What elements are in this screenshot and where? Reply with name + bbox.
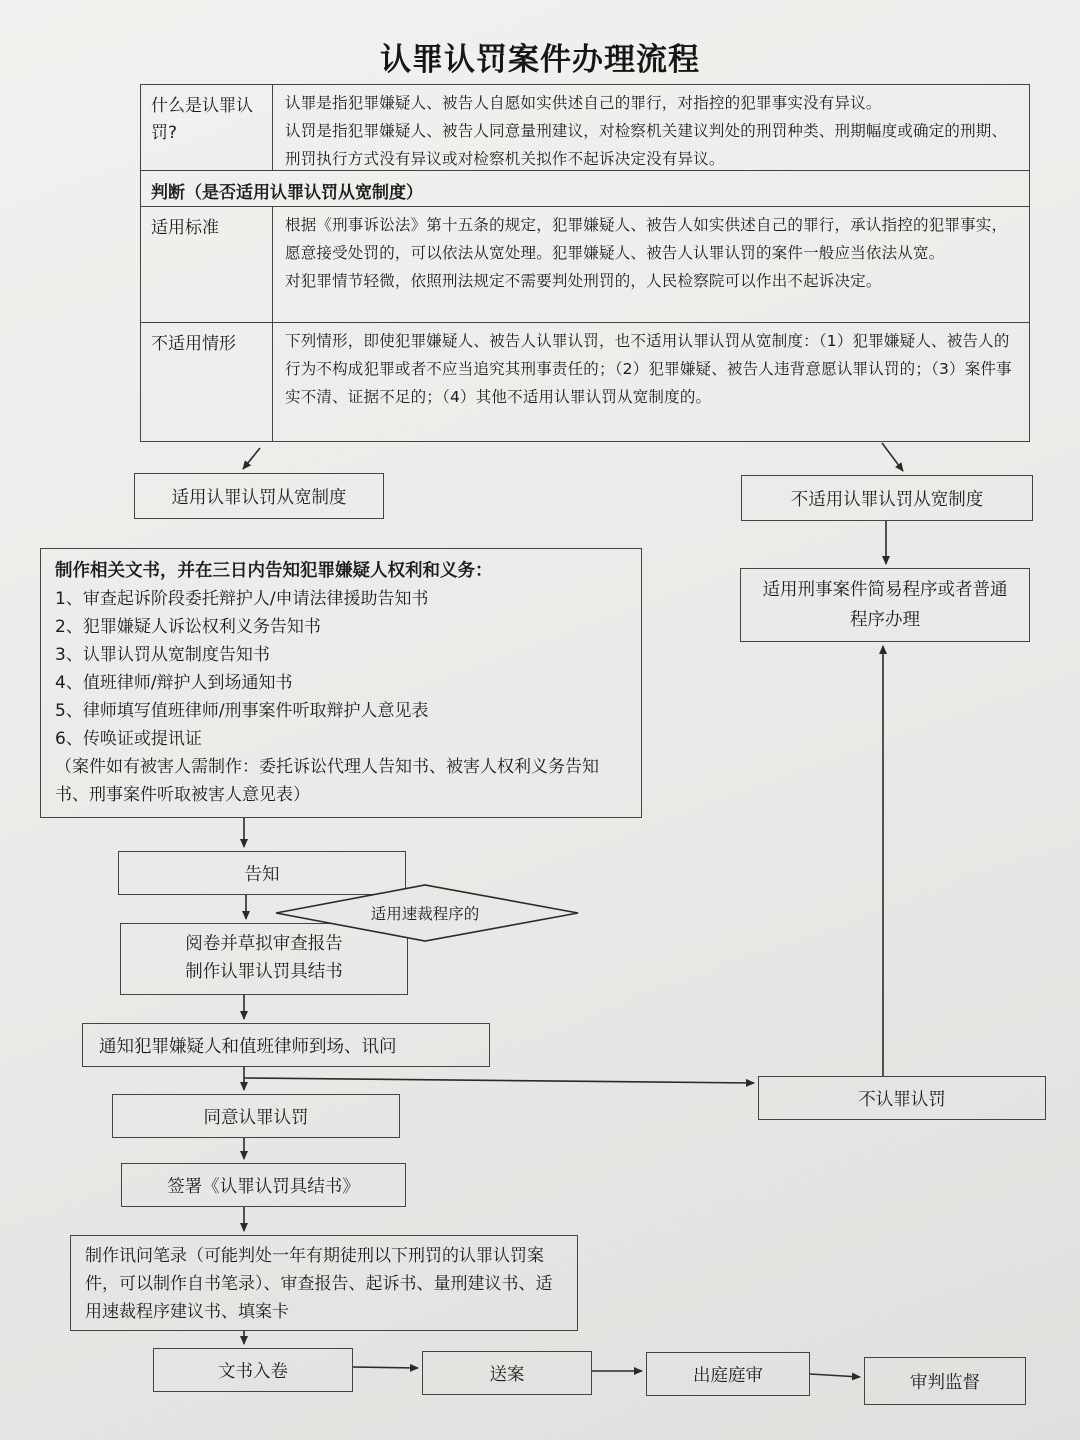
arrow-to-disagree xyxy=(244,1078,754,1083)
box-file: 文书入卷 xyxy=(153,1348,353,1392)
text-what-accept: 认罚是指犯罪嫌疑人、被告人同意量刑建议，对检察机关建议判处的刑罚种类、刑期幅度或确定的刑期、刑罚执行方式没有异议或对检察机关拟作不起诉决定没有异议。 xyxy=(285,122,1008,168)
judge-heading: 判断（是否适用认罪认罚从宽制度） xyxy=(151,183,423,203)
label-what: 什么是认罪认罚? xyxy=(141,85,273,170)
box-summon: 通知犯罪嫌疑人和值班律师到场、讯问 xyxy=(82,1023,490,1067)
text-applicable-rule: 根据《刑事诉讼法》第十五条的规定，犯罪嫌疑人、被告人如实供述自己的罪行，承认指控的犯罪事实，愿意接受处罚的，可以依法从宽处理。犯罪嫌疑人、被告人认罪认罚的案件一般应当依法从宽。 xyxy=(285,216,1008,262)
review-line-1: 阅卷并草拟审查报告 xyxy=(185,934,343,954)
box-sign: 签署《认罪认罚具结书》 xyxy=(121,1163,406,1207)
diamond-speedy-label: 适用速裁程序的 xyxy=(370,905,480,923)
documents-item-6: 6、传唤证或提讯证 xyxy=(55,729,202,749)
text-inapplicable-cases: 下列情形，即使犯罪嫌疑人、被告人认罪认罚，也不适用认罪认罚从宽制度：（1）犯罪嫌疑人、被告人的行为不构成犯罪或者不应当追究其刑事责任的；（2）犯罪嫌疑、被告人违背意愿认罪认罚的；（3）案件事实不清、证据不足的；（4）其他不适用认罪认罚从宽制度的。 xyxy=(285,332,1012,406)
box-not-apply: 不适用认罪认罚从宽制度 xyxy=(741,475,1033,521)
box-send: 送案 xyxy=(422,1351,592,1395)
documents-heading: 制作相关文书，并在三日内告知犯罪嫌疑人权利和义务： xyxy=(55,561,493,581)
arrow-to-apply xyxy=(243,448,260,469)
documents-note: （案件如有被害人需制作：委托诉讼代理人告知书、被害人权利义务告知书、刑事案件听取被害人意见表） xyxy=(55,757,599,805)
text-applicable-nonprosecution: 对犯罪情节轻微，依照刑法规定不需要判处刑罚的，人民检察院可以作出不起诉决定。 xyxy=(285,272,882,290)
arrow-to-not-apply xyxy=(882,443,903,471)
box-supervise: 审判监督 xyxy=(864,1357,1026,1405)
box-notify: 告知 xyxy=(118,851,406,895)
box-records: 制作讯问笔录（可能判处一年有期徒刑以下刑罚的认罪认罚案件，可以制作自书笔录）、审查报告、起诉书、量刑建议书、适用速裁程序建议书、填案卡 xyxy=(70,1235,578,1331)
box-agree: 同意认罪认罚 xyxy=(112,1094,400,1138)
arrow-to-send xyxy=(353,1367,418,1368)
label-applicable: 适用标准 xyxy=(141,207,273,322)
text-what-admit: 认罪是指犯罪嫌疑人、被告人自愿如实供述自己的罪行，对指控的犯罪事实没有异议。 xyxy=(285,94,882,112)
review-line-2: 制作认罪认罚具结书 xyxy=(185,962,343,982)
label-inapplicable: 不适用情形 xyxy=(141,323,273,441)
page-title: 认罪认罚案件办理流程 xyxy=(380,42,700,78)
documents-item-4: 4、值班律师/辩护人到场通知书 xyxy=(55,673,293,693)
box-apply: 适用认罪认罚从宽制度 xyxy=(134,473,384,519)
box-disagree: 不认罪认罚 xyxy=(758,1076,1046,1120)
box-ordinary-procedure: 适用刑事案件简易程序或者普通程序办理 xyxy=(740,568,1030,642)
documents-item-1: 1、审查起诉阶段委托辩护人/申请法律援助告知书 xyxy=(55,589,429,609)
documents-item-5: 5、律师填写值班律师/刑事案件听取辩护人意见表 xyxy=(55,701,429,721)
arrow-to-supervise xyxy=(810,1374,860,1377)
documents-item-2: 2、犯罪嫌疑人诉讼权利义务告知书 xyxy=(55,617,321,637)
documents-item-3: 3、认罪认罚从宽制度告知书 xyxy=(55,645,270,665)
box-trial: 出庭庭审 xyxy=(646,1352,810,1396)
